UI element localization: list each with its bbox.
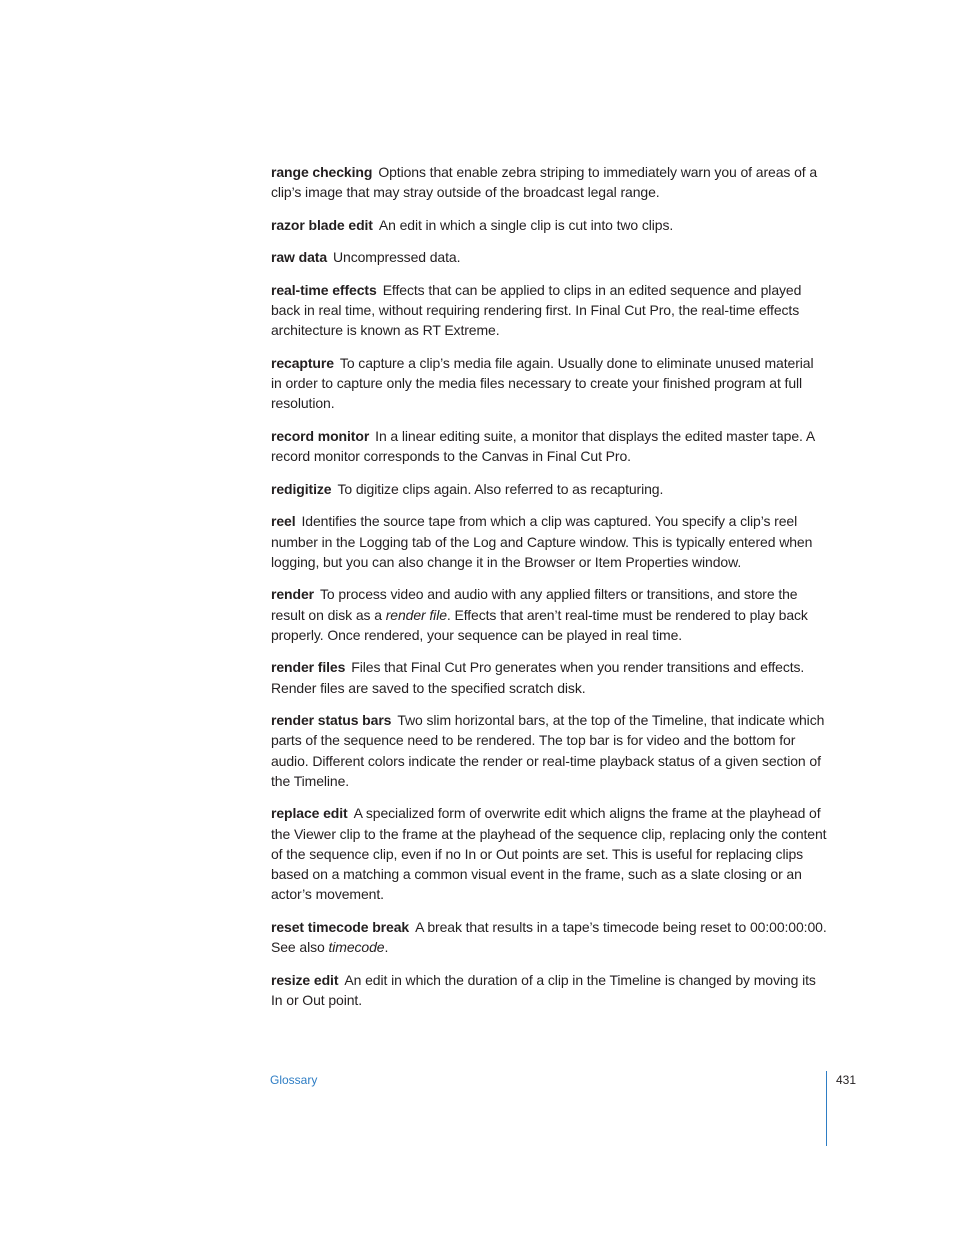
glossary-term: recapture (271, 354, 334, 371)
glossary-term: reel (271, 513, 296, 530)
glossary-term: render status bars (271, 712, 392, 729)
glossary-definition: Files that Final Cut Pro generates when you render transitions and effects. Render files are saved to the specified scratch disk. (271, 659, 805, 696)
glossary-entry (271, 426, 827, 466)
glossary-definition: To digitize clips again. Also referred to as recapturing. (337, 480, 664, 497)
glossary-entry (271, 917, 827, 957)
glossary-definition-part: A break that results in a tape’s timecode being reset to 00:00:00:00. See also (271, 918, 827, 955)
glossary-definition-part: . Effects that aren’t real-time must be rendered to play back properly. Once rendered, your sequence can be played in real time. (271, 606, 808, 643)
glossary-term: range checking (271, 164, 373, 180)
glossary-definition-emphasis: render file (385, 606, 447, 623)
glossary-entry (271, 710, 827, 791)
glossary-definition: Uncompressed data. (333, 249, 461, 266)
glossary-term: resize edit (271, 971, 339, 988)
footer-divider (826, 1071, 827, 1146)
glossary-entry (271, 280, 827, 341)
glossary-term: reset timecode break (271, 918, 410, 935)
glossary-entry (271, 803, 827, 904)
footer-section-title: Glossary (270, 1073, 318, 1087)
glossary-entry (271, 657, 827, 697)
glossary-term: render (271, 586, 314, 603)
glossary-definition: An edit in which a single clip is cut into two clips. (378, 216, 674, 233)
glossary-definition-link-term: timecode (328, 938, 385, 955)
glossary-entry (271, 215, 827, 235)
glossary-entry (271, 353, 827, 414)
glossary-term: record monitor (271, 427, 370, 444)
glossary-term: raw data (271, 249, 327, 266)
glossary-term: replace edit (271, 805, 348, 822)
glossary-definition: Options that enable zebra striping to immediately warn you of areas of a clip’s image that may stray outside of the broadcast legal range. (271, 164, 818, 201)
glossary-definition: In a linear editing suite, a monitor that displays the edited master tape. A record monitor corresponds to the Canvas in Final Cut Pro. (271, 427, 815, 465)
glossary-definition: Two slim horizontal bars, at the top of the Timeline, that indicate which parts of the sequence need to be rendered. The top bar is for video and the bottom for audio. Different colors indicate the render or real-time playback status of a given section of the Timeline. (271, 712, 825, 789)
glossary-definition: Identifies the source tape from which a clip was captured. You specify a clip’s reel number in the Logging tab of the Log and Capture window. This is typically entered when logging, but you can also change it in the Browser or Item Properties window. (271, 513, 813, 570)
glossary-definition: A specialized form of overwrite edit which aligns the frame at the playhead of the Viewer clip to the frame at the playhead of the sequence clip, replacing only the content of the sequence clip, even if no In or Out points are set. This is useful for replacing clips based on a matching a common visual event in the frame, such as a slate closing or an actor’s movement. (271, 805, 827, 903)
glossary-entry (271, 970, 827, 1010)
glossary-definition: An edit in which the duration of a clip in the Timeline is changed by moving its In or Out point. (271, 971, 816, 1008)
glossary-definition-part: . (384, 938, 389, 955)
glossary-entry (271, 511, 827, 572)
glossary-definition-part: To process video and audio with any applied filters or transitions, and store the result on disk as a (271, 586, 798, 623)
glossary-term: real-time effects (271, 281, 377, 298)
glossary-term: render files (271, 659, 346, 676)
glossary-entry (271, 584, 827, 645)
glossary-term: redigitize (271, 480, 332, 497)
glossary-entries (271, 162, 827, 1022)
glossary-definition: To capture a clip’s media file again. Usually done to eliminate unused material in order to capture only the media files necessary to create your finished program at full resolution. (271, 354, 814, 412)
glossary-entry (271, 479, 827, 499)
glossary-entry (271, 247, 827, 267)
glossary-term: razor blade edit (271, 216, 373, 233)
glossary-definition: Effects that can be applied to clips in an edited sequence and played back in real time, without requiring rendering first. In Final Cut Pro, the real-time effects architecture is known as RT Extreme. (271, 281, 802, 339)
glossary-entry (271, 162, 827, 202)
page-number: 431 (836, 1073, 857, 1087)
